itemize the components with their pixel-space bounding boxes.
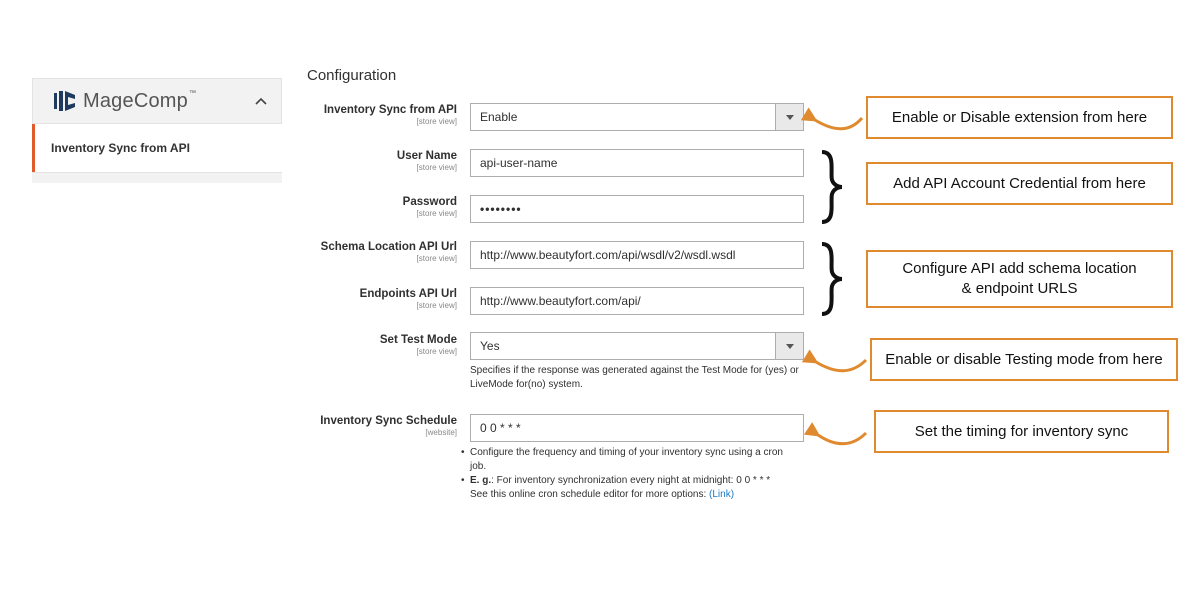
field-label: Inventory Sync Schedule [website] (320, 415, 457, 437)
field-label: User Name [store view] (396, 150, 457, 172)
test-mode-select[interactable]: Yes (470, 332, 804, 360)
callout-credential: Add API Account Credential from here (866, 162, 1173, 205)
arrow-icon (818, 433, 866, 444)
sidebar-item-label: Inventory Sync from API (51, 141, 190, 155)
field-label: Endpoints API Url [store view] (359, 288, 457, 310)
inventory-sync-select[interactable]: Enable (470, 103, 804, 131)
arrow-icon (815, 118, 862, 129)
schema-url-input[interactable]: http://www.beautyfort.com/api/wsdl/v2/wsdl.wsdl (470, 241, 804, 269)
brace-icon (822, 244, 842, 314)
field-label: Schema Location API Url [store view] (320, 241, 457, 263)
callout-timing: Set the timing for inventory sync (874, 410, 1169, 453)
user-name-input[interactable]: api-user-name (470, 149, 804, 177)
endpoints-url-input[interactable]: http://www.beautyfort.com/api/ (470, 287, 804, 315)
cron-editor-link[interactable]: (Link) (709, 489, 735, 500)
schedule-input[interactable]: 0 0 * * * (470, 414, 804, 442)
note-item: • E. g.: For inventory synchronization every night at midnight: 0 0 * * * (470, 474, 800, 488)
field-label: Set Test Mode [store view] (379, 334, 457, 356)
test-mode-note: Specifies if the response was generated against the Test Mode for (yes) or LiveMode for(no) system. (470, 365, 799, 390)
brace-icon (822, 152, 842, 222)
arrow-icon (816, 360, 866, 371)
callout-testing: Enable or disable Testing mode from here (870, 338, 1178, 381)
field-label: Inventory Sync from API [store view] (323, 104, 457, 126)
note-item: • Configure the frequency and timing of your inventory sync using a cron job. (470, 446, 800, 474)
note-link-line: See this online cron schedule editor for more options: (Link) (470, 489, 735, 500)
callout-schema: Configure API add schema location & endpoint URLS (866, 250, 1173, 308)
page-title: Configuration (307, 67, 397, 84)
password-input[interactable]: •••••••• (470, 195, 804, 223)
brand-name: MageComp™ (83, 89, 197, 112)
callout-enable: Enable or Disable extension from here (866, 96, 1173, 139)
field-label: Password [store view] (402, 196, 457, 218)
